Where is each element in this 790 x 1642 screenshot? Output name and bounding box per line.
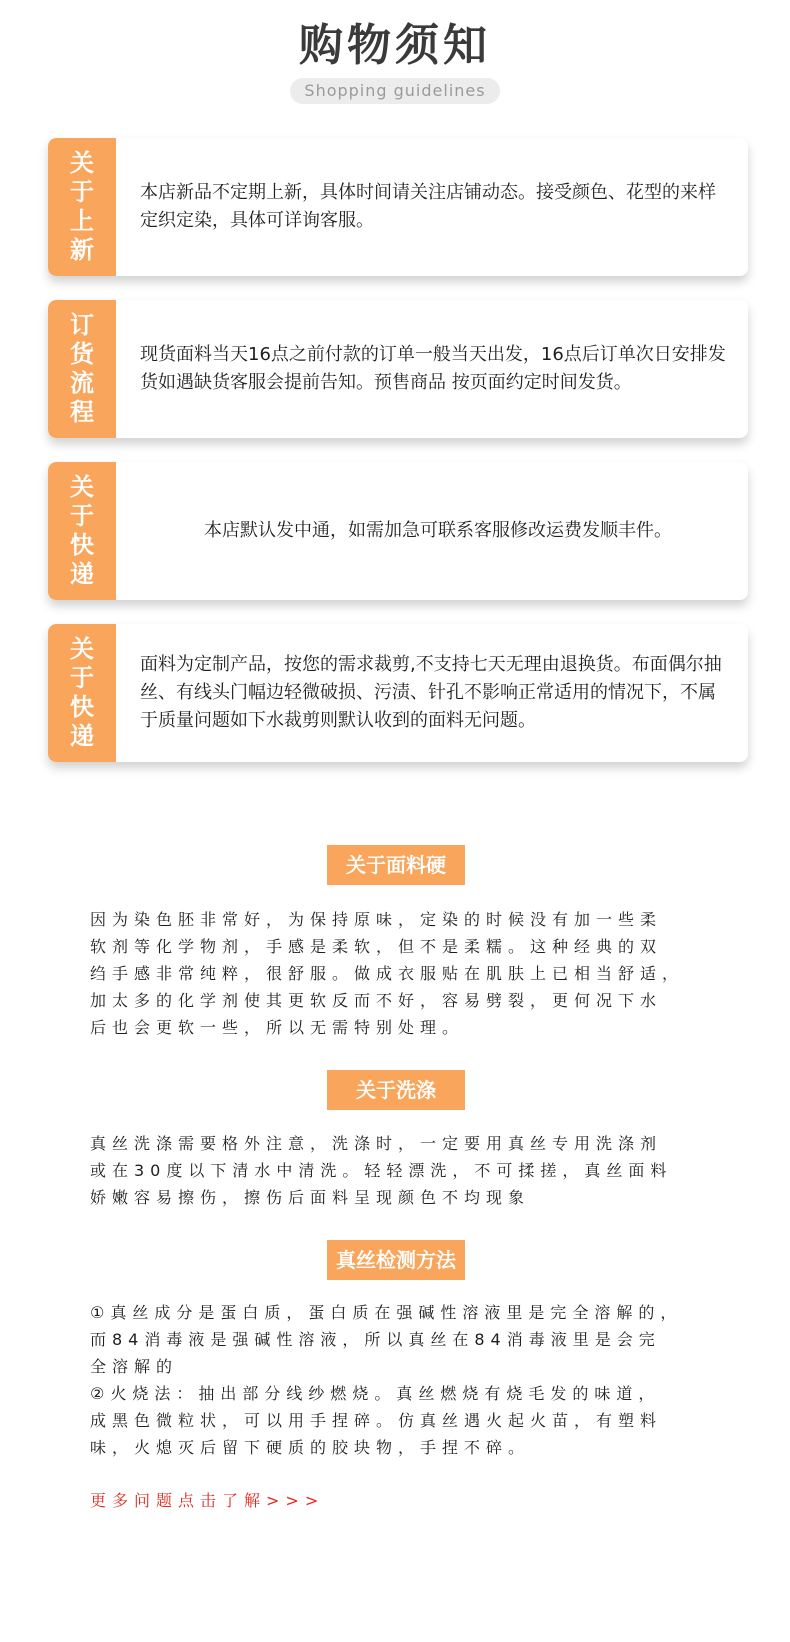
section-heading-silk-test: 真丝检测方法 [327,1240,465,1280]
card-text: 本店新品不定期上新，具体时间请关注店铺动态。接受颜色、花型的来样定织定染，具体可详询客服。 [140,182,716,231]
card-text: 现货面料当天16点之前付款的订单一般当天出发，16点后订单次日安排发货如遇缺货客服会提前告知。预售商品 按页面约定时间发货。 [140,344,726,393]
card-tag [48,462,116,600]
page-header [0,18,790,104]
card-text: 面料为定制产品，按您的需求裁剪,不支持七天无理由退换货。布面偶尔抽丝、有线头门幅边轻微破损、污渍、针孔不影响正常适用的情况下，不属于质量问题如下水裁剪则默认收到的面料无问题。 [140,654,722,731]
card-tag [48,624,116,762]
section-text-washing: 真丝洗涤需要格外注意，洗涤时，一定要用真丝专用洗涤剂 或在30度以下清水中清洗。轻轻漂洗，不可揉搓，真丝面料 娇嫩容易擦伤，擦伤后面料呈现颜色不均现象 [90,1134,673,1207]
card-text: 本店默认发中通，如需加急可联系客服修改运费发顺丰件。 [204,520,672,541]
section-heading-fabric: 关于面料硬 [327,845,465,885]
page-subtitle: Shopping guidelines [290,78,499,104]
info-card-returns [48,624,748,762]
card-tag-label: 关于快递 [70,473,94,588]
card-tag-label: 关于上新 [70,149,94,264]
info-card-new-arrivals [48,138,748,276]
info-card-order-process [48,300,748,438]
section-text-fabric: 因为染色胚非常好，为保持原味，定染的时候没有加一些柔 软剂等化学物剂，手感是柔软，但不是柔糯。这种经典的双 绉手感非常纯粹，很舒服。做成衣服贴在肌肤上已相当舒适， 加太多的化学剂使其更软反而不好，容易劈裂，更何况下水 后也会更软一些，所以无需特别处理。 [90,910,685,1037]
section-text-silk-test: ①真丝成分是蛋白质，蛋白质在强碱性溶液里是完全溶解的， 而84消毒液是强碱性溶液，所以真丝在84消毒液里是会完 全溶解的 ②火烧法：抽出部分线纱燃烧。真丝燃烧有烧毛发的味道， 成黑色微粒状，可以用手捏碎。仿真丝遇火起火苗，有塑料 味，火熄灭后留下硬质的胶块物，手捏不碎。 [90,1303,683,1457]
info-card-shipping [48,462,748,600]
card-tag-label: 订货流程 [70,311,94,426]
section-heading-washing: 关于洗涤 [327,1070,465,1110]
card-tag [48,300,116,438]
more-questions-link[interactable]: 更多问题点击了解>>> [90,1491,325,1510]
card-tag-label: 关于快递 [70,635,94,750]
card-tag [48,138,116,276]
page-title: 购物须知 [299,20,491,71]
